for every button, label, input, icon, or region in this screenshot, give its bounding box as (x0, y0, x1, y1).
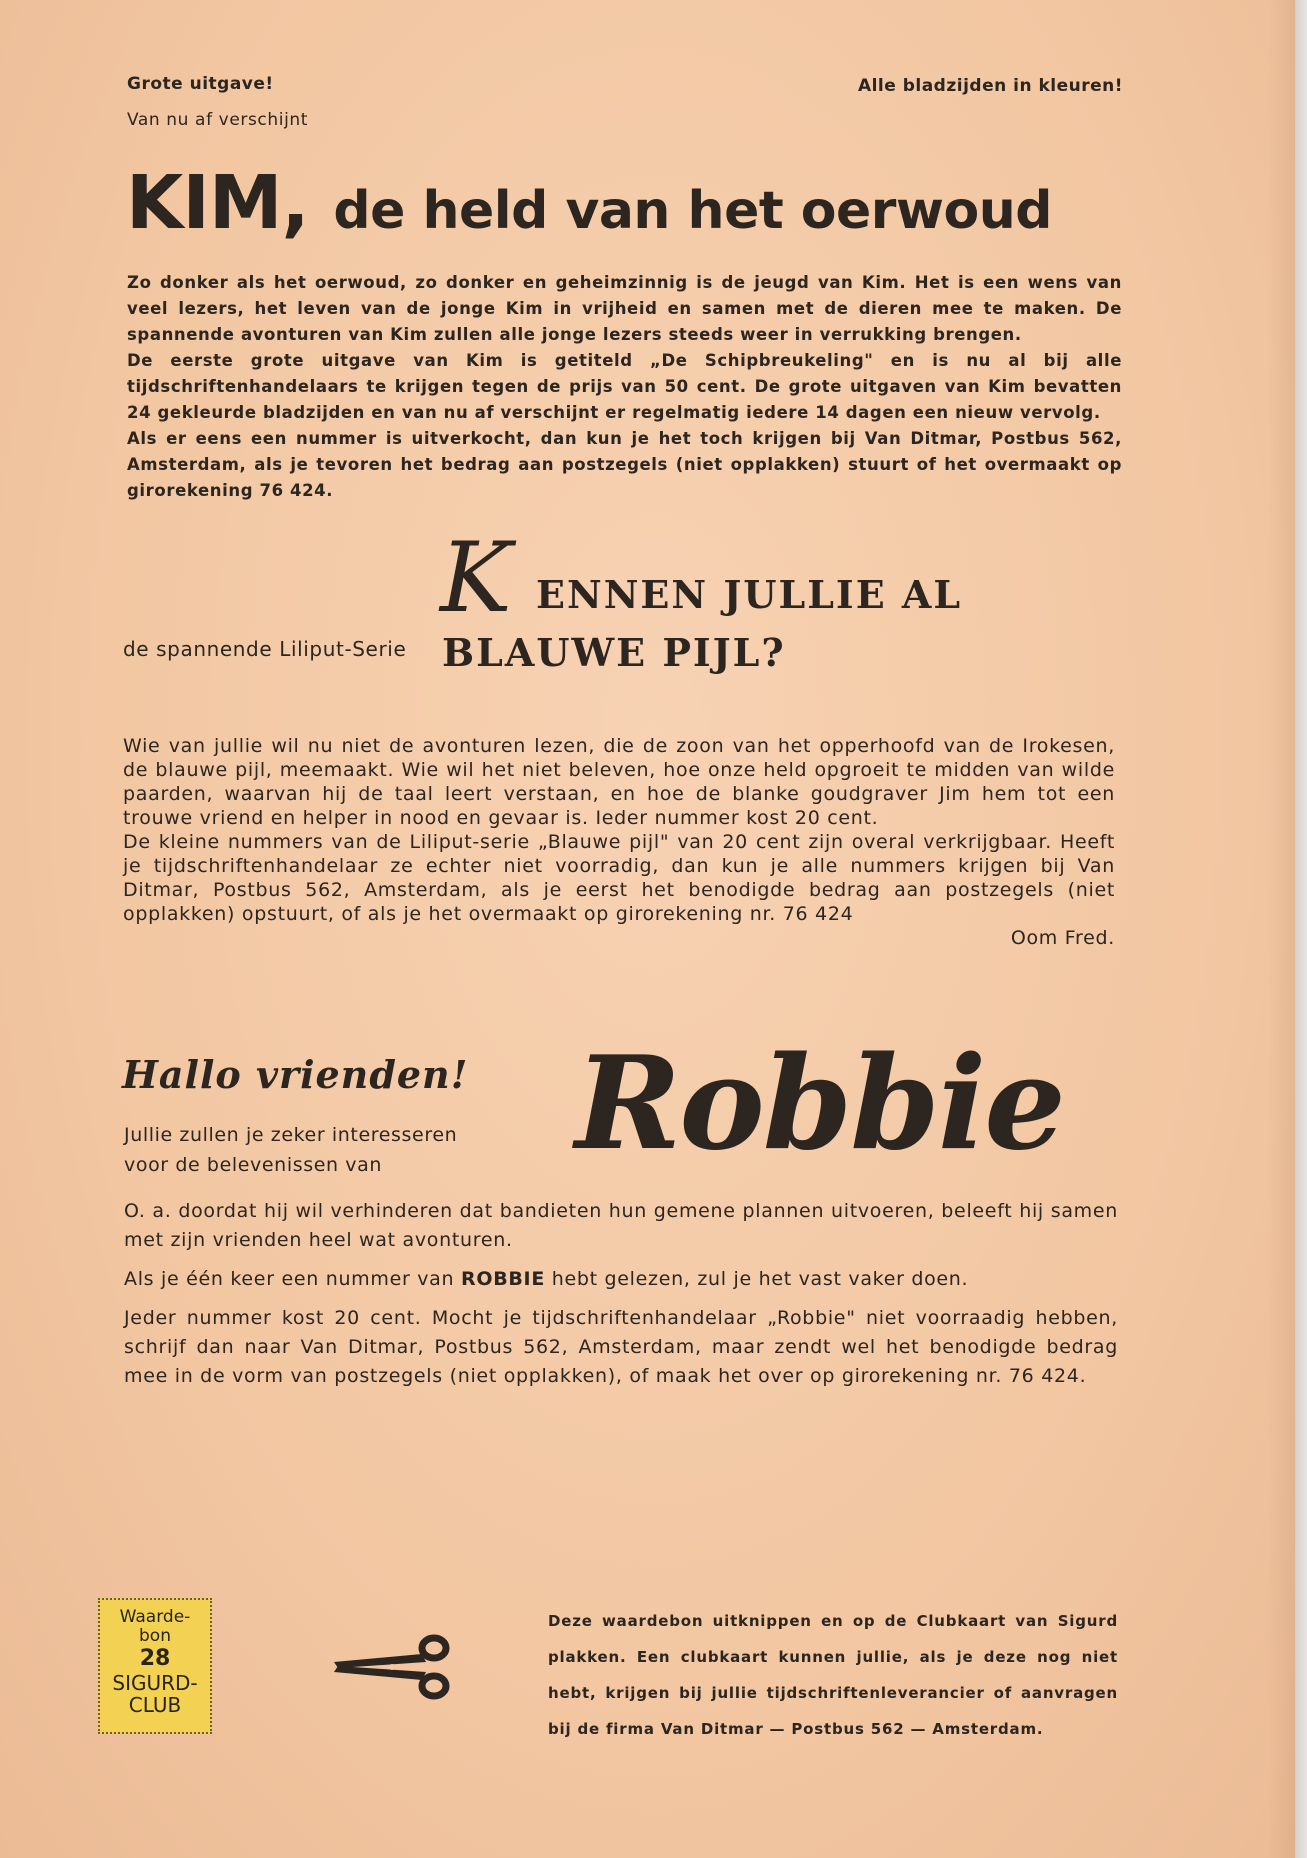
header-right: Alle bladzijden in kleuren! (857, 76, 1123, 96)
blauwe-pijl-heading-line2: BLAUWE PIJL? (442, 630, 786, 675)
header-left-line2: Van nu af verschijnt (127, 110, 309, 130)
robbie-paragraph-2 (124, 1265, 1118, 1294)
robbie-intro-line2: voor de belevenissen van (124, 1154, 383, 1176)
robbie-text (124, 1197, 1118, 1401)
blauwe-pijl-heading-line1: ENNEN JULLIE AL (536, 572, 963, 617)
kim-text (127, 270, 1122, 504)
coupon-line3: SIGURD- (112, 1671, 198, 1695)
kim-title-rest: de held van het oerwoud (333, 181, 1052, 241)
waardebon-coupon[interactable] (98, 1598, 212, 1734)
robbie-intro-line1: Jullie zullen je zeker interesseren (124, 1124, 458, 1146)
footer-text: Deze waardebon uitknippen en op de Clubkaart van Sigurd plakken. Een clubkaart kunnen jullie, als je deze nog niet hebt, krijgen bij jullie tijdschriftenleverancier of aanvragen bij de firma Van Ditmar — Postbus 562 — Amsterdam. (548, 1612, 1118, 1738)
kim-paragraph-3: Als er eens een nummer is uitverkocht, dan kun je het toch krijgen bij Van Ditmar, Postbus 562, Amsterdam, als je tevoren het bedrag aan postzegels (niet opplakken) stuurt of het overmaakt op girorekening 76 424. (127, 429, 1122, 500)
signature: Oom Fred. (1010, 927, 1115, 949)
robbie-paragraph-2-end: hebt gelezen, zul je het vast vaker doen. (545, 1268, 969, 1290)
header-left-line1: Grote uitgave! (127, 74, 274, 94)
coupon-line4: CLUB (128, 1693, 182, 1717)
hallo-heading: Hallo vrienden! (122, 1052, 469, 1097)
robbie-paragraph-2-bold: ROBBIE (461, 1268, 546, 1290)
liliput-serie-label: de spannende Liliput-Serie (123, 637, 407, 661)
blauwe-pijl-paragraph-1: Wie van jullie wil nu niet de avonturen lezen, die de zoon van het opperhoofd van de Irokesen, de blauwe pijl, meemaakt. Wie wil het niet beleven, hoe onze held opgroeit te midden van wilde paarden, waarvan hij de taal leert verstaan, en hoe de blanke goudgraver Jim hem tot een trouwe vriend en helper in nood en gevaar is. Ieder nummer kost 20 cent. (123, 735, 1115, 829)
blauwe-pijl-paragraph-2: De kleine nummers van de Liliput-serie „Blauwe pijl" van 20 cent zijn overal verkrijgbaar. Heeft je tijdschriftenhandelaar ze echter niet voorradig, dan kun je alle nummers krijgen bij Van Ditmar, Postbus 562, Amsterdam, als je eerst het benodigde bedrag aan postzegels (niet opplakken) opstuurt, of als je het overmaakt op girorekening nr. 76 424 (123, 831, 1115, 925)
robbie-paragraph-3: Jeder nummer kost 20 cent. Mocht je tijdschriftenhandelaar „Robbie" niet voorraadig hebben, schrijf dan naar Van Ditmar, Postbus 562, Amsterdam, maar zendt wel het benodigde bedrag mee in de vorm van postzegels (niet opplakken), of maak het over op girorekening nr. 76 424. (124, 1307, 1118, 1387)
robbie-paragraph-1: O. a. doordat hij wil verhinderen dat bandieten hun gemene plannen uitvoeren, beleeft hij samen met zijn vrienden heel wat avonturen. (124, 1200, 1118, 1251)
coupon-line1: Waarde- (119, 1607, 191, 1627)
coupon-line2: bon (139, 1626, 171, 1646)
scissors-icon (330, 1632, 452, 1702)
robbie-intro (124, 1120, 457, 1180)
kim-paragraph-2: De eerste grote uitgave van Kim is getiteld „De Schipbreukeling" en is nu al bij alle tijdschriftenhandelaars te krijgen tegen de prijs van 50 cent. De grote uitgaven van Kim bevatten 24 gekleurde bladzijden en van nu af verschijnt er regelmatig iedere 14 dagen een nieuw vervolg. (127, 351, 1122, 422)
page-edge (1267, 0, 1307, 1858)
robbie-logo: Robbie (575, 1029, 1064, 1179)
script-k-letter: K (440, 522, 512, 634)
kim-paragraph-1: Zo donker als het oerwoud, zo donker en geheimzinnig is de jeugd van Kim. Het is een wens van veel lezers, het leven van de jonge Kim in vrijheid en samen met de dieren mee te maken. De spannende avonturen van Kim zullen alle jonge lezers steeds weer in verrukking brengen. (127, 273, 1122, 344)
blauwe-pijl-text (123, 734, 1115, 950)
coupon-number: 28 (139, 1646, 171, 1671)
kim-title-main: KIM, (126, 160, 309, 246)
kim-title (126, 160, 1052, 246)
robbie-paragraph-2-start: Als je één keer een nummer van (124, 1268, 462, 1290)
